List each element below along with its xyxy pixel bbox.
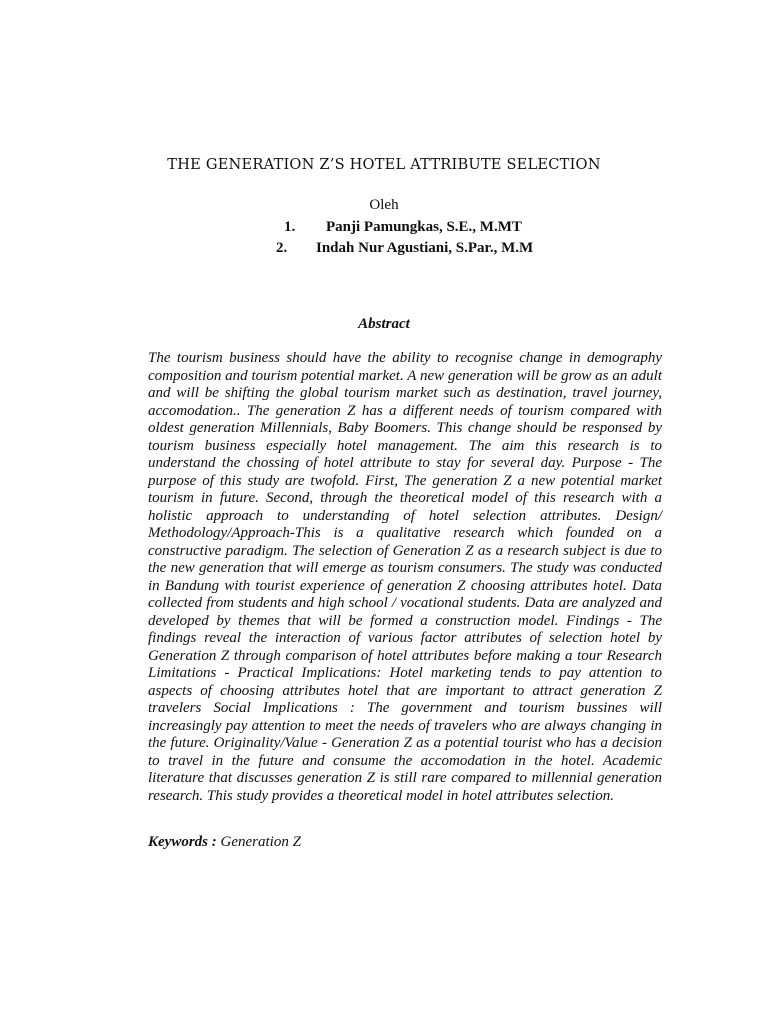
by-label: Oleh: [369, 197, 399, 213]
paper-title: THE GENERATION Z’S HOTEL ATTRIBUTE SELECTION: [167, 156, 601, 173]
abstract-body: The tourism business should have the ability to recognise change in demography composition and tourism potential market. A new generation will be grow as an adult and will be shifting the global tourism market such as destination, travel journey, accomodation.. The generation Z has a different needs of tourism compared with oldest generation Millennials, Baby Boomers. This change should be responsed by tourism business especially hotel management. The aim this research is to understand the chossing of hotel attribute to stay for several day. Purpose - The purpose of this study are twofold. First, The generation Z a new potential market tourism in future. Second, through the theoretical model of this research with a holistic approach to understanding of hotel selection attributes. Design/ Methodology/Approach-This is a qualitative research which founded on a constructive paradigm. The selection of Generation Z as a research subject is due to the new generation that will emerge as tourism consumers. The study was conducted in Bandung with tourist experience of generation Z choosing attributes hotel. Data collected from students and high school / vocational students. Data are analyzed and developed by themes that will be formed a construction model. Findings - The findings reveal the interaction of various factor attributes of selection hotel by Generation Z through comparison of hotel attributes before making a tour Research Limitations - Practical Implications: Hotel marketing tends to pay attention to aspects of choosing attributes hotel that are important to attract generation Z travelers Social Implications : The government and tourism bussines will increasingly pay attention to meet the needs of travelers who are always changing in the future. Originality/Value - Generation Z as a potential tourist who has a decision to travel in the future and consume the accomodation in the hotel. Academic literature that discusses generation Z is still rare compared to millennial generation research. This study provides a theoretical model in hotel attributes selection.: [148, 350, 662, 804]
author-number: 2.: [276, 240, 288, 256]
abstract-heading: Abstract: [358, 316, 410, 332]
author-name: Indah Nur Agustiani, S.Par., M.M: [316, 240, 534, 256]
author-number: 1.: [284, 219, 296, 235]
keywords-label: Keywords :: [148, 834, 217, 850]
keywords-line: [148, 834, 301, 851]
keywords-value: Generation Z: [220, 834, 301, 850]
author-name: Panji Pamungkas, S.E., M.MT: [326, 219, 522, 235]
